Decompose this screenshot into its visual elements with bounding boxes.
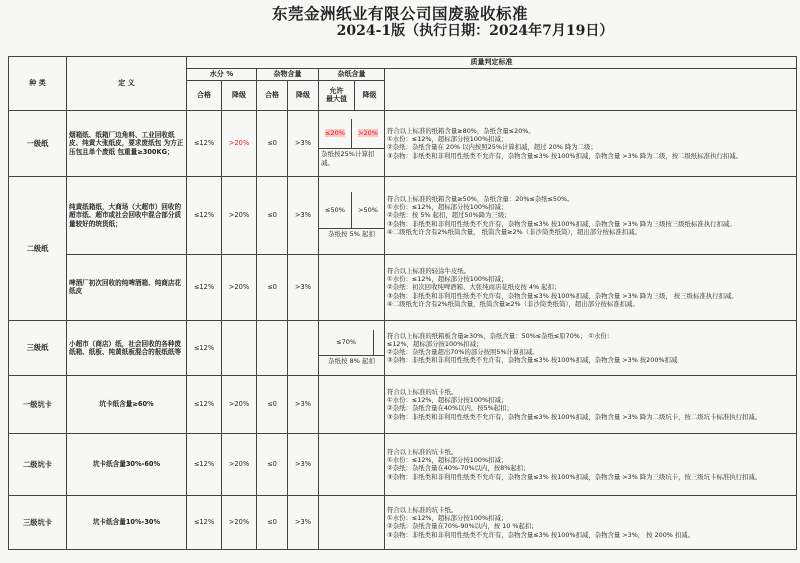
conditions-cell [385, 495, 797, 549]
moisture-ok-cell: ≤12% [187, 433, 222, 495]
header-mixed-max: 允许 最大值 [319, 80, 355, 110]
header-quality-standard: 质量判定标准 [187, 57, 797, 69]
condition-line: ②杂纸：杂纸含量超出70%的部分按照5%计算扣减。 [387, 347, 539, 356]
condition-line: ④二级纸允许含有2%纸筒含量， 纸筒含量≥2%（非沙筒类纸筒），超出部分按标准扣减。 [387, 227, 641, 236]
condition-line: ①水份：≤12%，超标部分按100%扣减； [387, 275, 508, 284]
moisture-down-cell: >20% [222, 254, 257, 320]
mixed-note: 杂纸按25%计算扣减。 [319, 149, 384, 168]
category-cell: 二级坑卡 [9, 433, 67, 495]
moisture-ok-cell: ≤12% [187, 176, 222, 254]
mixed-paper-cell [319, 110, 385, 176]
definition-cell: 坑卡纸含量30%-60% [67, 433, 187, 495]
table-row [9, 176, 797, 254]
condition-line: ≤12%，超标部分按100%扣减； [387, 339, 483, 348]
moisture-down-cell: >20% [222, 110, 257, 176]
table-row [9, 375, 797, 433]
category-cell: 三级坑卡 [9, 495, 67, 549]
mixed-max-value: ≤20% [325, 129, 345, 138]
mixed-down-value: >20% [358, 129, 378, 138]
header-impurity-downgrade: 降级 [288, 80, 319, 110]
impurity-down-cell: >3% [288, 254, 319, 320]
impurity-ok-cell: ≤0 [257, 110, 288, 176]
definition-cell: 纯黄纸箱纸，大商场（大超市）回收的超市纸、超市或社会回收中混合部分质量较好的统货纸； [67, 176, 187, 254]
moisture-down-cell: >20% [222, 375, 257, 433]
condition-line: 符合以上标准的纸箱含量≥80%，杂纸含量≤20%。 [387, 127, 535, 136]
mixed-max-value: ≤50% [325, 205, 345, 214]
table-row [9, 433, 797, 495]
impurity-ok-cell: ≤0 [257, 433, 288, 495]
impurity-ok-cell: ≤0 [257, 254, 288, 320]
table-row [9, 254, 797, 320]
table-row [9, 495, 797, 549]
condition-line: ①水份：≤12%，超标部分按100%扣减； [387, 396, 508, 405]
condition-line: ②杂纸：杂纸含量在40%-70%以内，按8%起扣； [387, 464, 530, 473]
mixed-note: 杂纸按 5% 起扣 [319, 228, 384, 239]
condition-line: ③杂物：非纸类和非利用性纸类不允许有，杂物含量≤3% 按100%扣减，杂物含量 >3% 降为三级按三级纸标准执行扣减。 [387, 219, 736, 228]
condition-line: ②杂纸：按 5% 起扣，超过50%降为三级； [387, 211, 511, 220]
header-moisture: 水分 % [187, 68, 257, 80]
definition-cell: 小超市（商店）纸，社会回收的各种废纸箱、纸板、纯黄纸板混合的报纸纸等 [67, 320, 187, 375]
mixed-paper-cell [319, 320, 385, 375]
table-row [9, 320, 797, 375]
conditions-cell [385, 254, 797, 320]
impurity-down-cell: >3% [288, 433, 319, 495]
condition-line: ④二级纸允许含有2%纸筒含量，纸筒含量≥2%（非沙筒类纸筒），超出部分按标准扣减。 [387, 299, 639, 308]
definition-cell: 坑卡纸含量10%-30% [67, 495, 187, 549]
condition-line: ①水份：≤12%，超标部分按100%扣减； [387, 135, 508, 144]
header-moisture-downgrade: 降级 [222, 80, 257, 110]
impurity-down-cell: >3% [288, 110, 319, 176]
category-cell: 一级坑卡 [9, 375, 67, 433]
mixed-down-value: >50% [351, 192, 384, 228]
header-mixed-downgrade: 降级 [355, 80, 385, 110]
condition-line: ③杂物：非纸类和非利用性纸类不允许有，杂物含量≤3% 按100%扣减，杂物含量 >3% 降为二级，按二级纸标准执行扣减。 [387, 151, 743, 160]
condition-line: ③杂物：非纸类和非利用性纸类不允许有，杂物含量≤3% 按100%扣减，杂物含量 >3% 降为三级， 按三级标准执行扣减。 [387, 291, 738, 300]
conditions-cell [385, 320, 797, 375]
condition-line: ③杂物：非纸类和非利用性纸类不允许有，杂物含量≤3% 按100%扣减，杂物含量 >3% 降为三级坑卡，按三级坑卡标准执行扣减。 [387, 472, 762, 481]
condition-line: 符合以上标准的纸箱板含量≥30%，杂纸含量：50%≤杂纸≤原70%； ①水份： [387, 331, 614, 340]
condition-line: ②杂纸：杂纸含量在 20% 以内按照25%计算扣减，超过 20% 降为二级； [387, 143, 597, 152]
header-definition: 定 义 [67, 57, 187, 111]
moisture-ok-cell: ≤12% [187, 110, 222, 176]
impurity-ok-cell: ≤0 [257, 495, 288, 549]
moisture-ok-cell: ≤12% [187, 320, 222, 375]
condition-line: 符合以上标准的坑卡纸。 [387, 506, 458, 515]
header-moisture-qualified: 合格 [187, 80, 222, 110]
standards-table [8, 56, 797, 550]
impurity-down-cell: >3% [288, 176, 319, 254]
moisture-ok-cell: ≤12% [187, 495, 222, 549]
header-impurity: 杂物含量 [257, 68, 319, 80]
condition-line: ①水份：≤12%，超标部分按100%扣减； [387, 203, 508, 212]
moisture-ok-cell: ≤12% [187, 375, 222, 433]
header-impurity-qualified: 合格 [257, 80, 288, 110]
condition-line: 符合以上标准的轻涂牛皮纸。 [387, 266, 471, 275]
moisture-down-cell: >20% [222, 176, 257, 254]
category-cell: 二级纸 [9, 176, 67, 320]
condition-line: 符合以上标准的坑卡纸。 [387, 388, 458, 397]
document-subtitle: 2024-1版（执行日期：2024年7月19日） [336, 23, 614, 39]
condition-line: ②杂纸：杂纸含量在40%以内，按5%起扣； [387, 404, 513, 413]
condition-line: ②杂纸：杂纸含量在70%-90%以内，按 10 %起扣； [387, 522, 538, 531]
conditions-cell [385, 375, 797, 433]
definition-cell: 啤酒厂初次回收的纯啤酒箱、纯商店花纸皮 [67, 254, 187, 320]
category-cell: 一级纸 [9, 110, 67, 176]
category-cell: 三级纸 [9, 320, 67, 375]
header-mixed-paper: 杂纸含量 [319, 68, 385, 80]
document-title: 东莞金洲纸业有限公司国废验收标准 [271, 4, 528, 23]
table-row [9, 110, 797, 176]
mixed-max-value: ≤70% [336, 338, 357, 347]
conditions-cell [385, 110, 797, 176]
mixed-paper-cell [319, 176, 385, 254]
condition-line: ②杂纸：初次回收纯啤酒箱、大张纯商店花纸皮按 4% 起扣； [387, 283, 561, 292]
header-category: 种 类 [9, 57, 67, 111]
conditions-cell [385, 433, 797, 495]
condition-line: 符合以上标准的坑卡纸。 [387, 448, 458, 457]
moisture-down-cell: >20% [222, 495, 257, 549]
moisture-ok-cell: ≤12% [187, 254, 222, 320]
condition-line: ①水份：≤12%，超标部分按100%扣减； [387, 456, 508, 465]
impurity-down-cell: >3% [288, 375, 319, 433]
conditions-cell [385, 176, 797, 254]
impurity-ok-cell: ≤0 [257, 375, 288, 433]
condition-line: ③杂物：非纸类和非利用性纸类不允许有，杂物含量≤3% 按100%扣减，杂物含量 >3% 按200%扣减 [387, 356, 678, 365]
moisture-down-cell: >20% [222, 433, 257, 495]
impurity-down-cell: >3% [288, 495, 319, 549]
condition-line: 符合以上标准的纸箱含量≥50%，杂纸含量：20%≤杂纸≤50%。 [387, 194, 574, 203]
impurity-ok-cell: ≤0 [257, 176, 288, 254]
condition-line: ③杂物：非纸类和非利用性纸类不允许有，杂物含量≤3% 按100%扣减，杂物含量 >3% 降为二级坑卡，按二级坑卡标准执行扣减。 [387, 412, 762, 421]
definition-cell: 烟箱纸、纸箱厂边角料、工业回收纸皮、纯黄大张纸皮，要求废纸包 为方正压包且单个废纸 包重量≥300KG； [67, 110, 187, 176]
condition-line: ①水份：≤12%，超标部分按100%扣减； [387, 514, 508, 523]
condition-line: ③杂物：非纸类和非利用性纸类不允许有，杂物含量≤3% 按100%扣减，杂物含量 >3%， 按 200% 扣减。 [387, 530, 695, 539]
definition-cell: 坑卡纸含量≥60% [67, 375, 187, 433]
mixed-note: 杂纸按 8% 起扣 [319, 356, 384, 367]
